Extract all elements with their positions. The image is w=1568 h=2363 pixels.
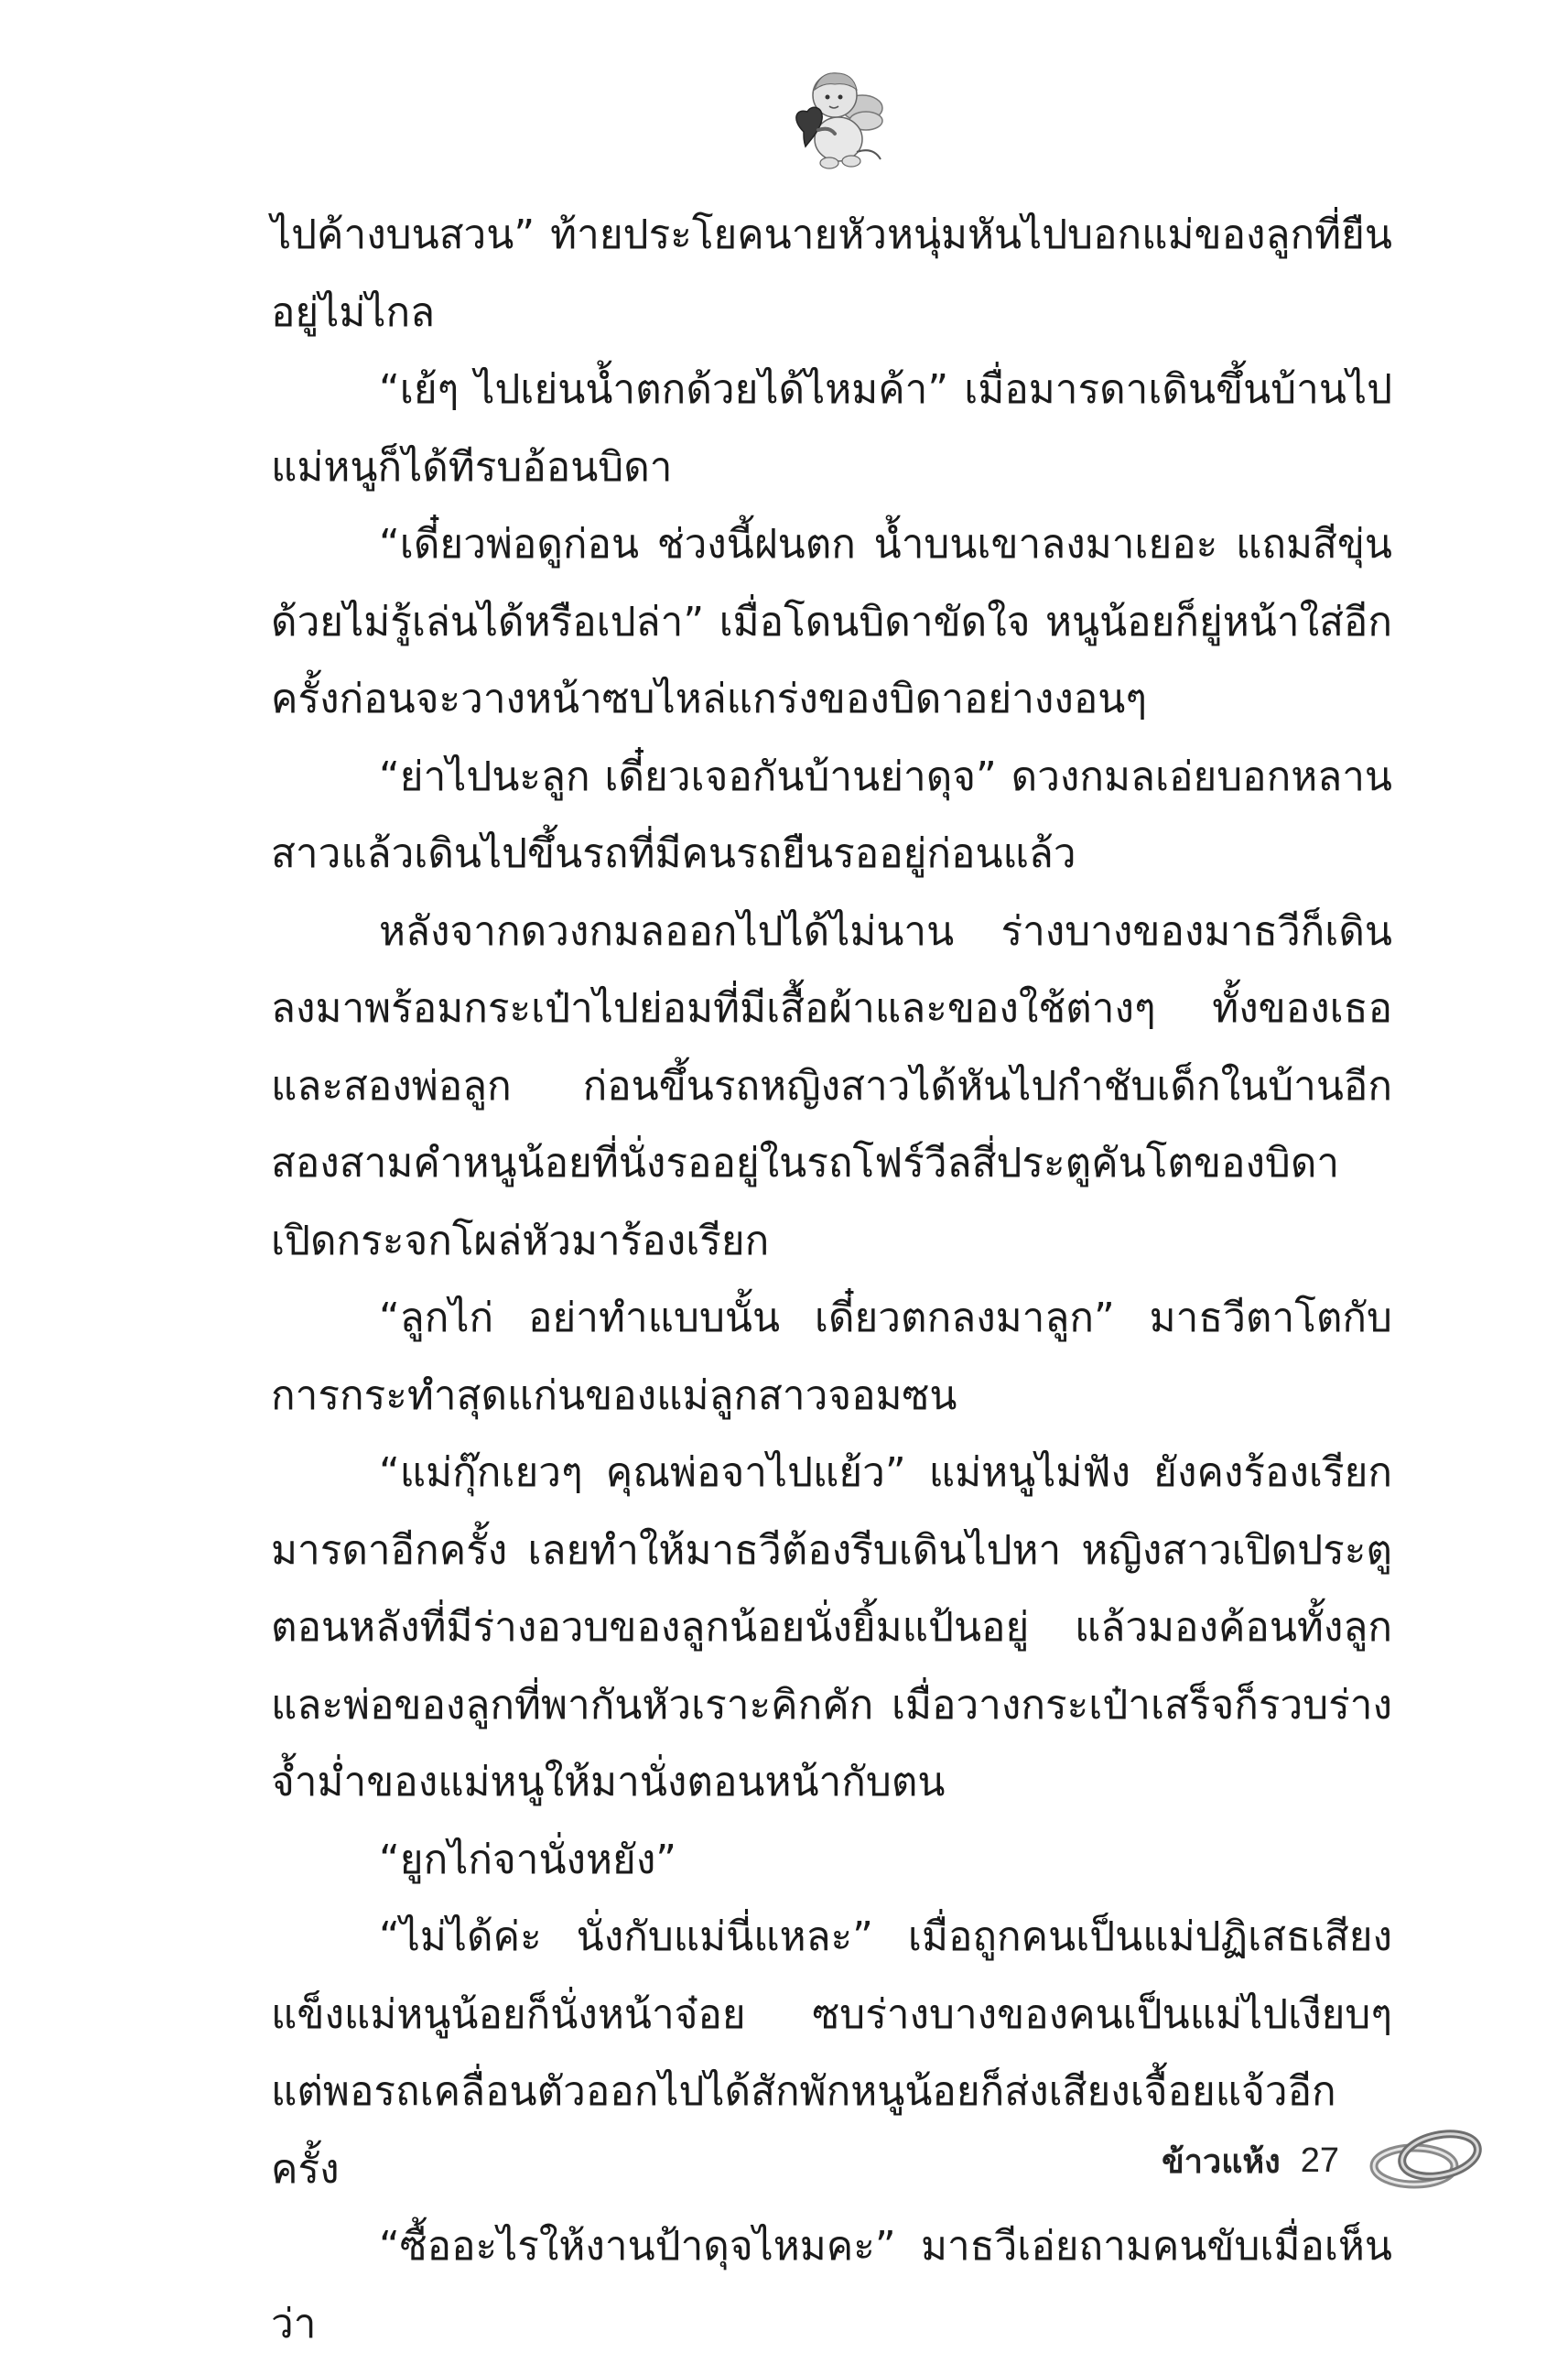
cupid-with-heart-icon: [778, 64, 888, 174]
paragraph: “ลูกไก่ อย่าทำแบบนั้น เดี๋ยวตกลงมาลูก” มาธวีตาโตกับการกระทำสุดแก่นของแม่ลูกสาวจอมซน: [271, 1295, 1392, 1419]
page-number: 27: [1300, 2141, 1339, 2180]
paragraph: หลังจากดวงกมลออกไปได้ไม่นาน ร่างบางของมาธวีก็เดินลงมาพร้อมกระเป๋าไปย่อมที่มีเสื้อผ้าและของใช้ต่างๆ ทั้งของเธอและสองพ่อลูก ก่อนขึ้นรถหญิงสาวได้หันไปกำชับเด็กในบ้านอีกสองสามคำหนูน้อยที่นั่งรออยู่ในรถโฟร์วีลสี่ประตูคันโตของบิดาเปิดกระจกโผล่หัวมาร้องเรียก: [271, 907, 1392, 1264]
paragraph: “ยูกไก่จานั่งหยัง”: [379, 1836, 677, 1883]
paragraph: “เย้ๆ ไปเย่นน้ำตกด้วยได้ไหมค้า” เมื่อมารดาเดินขึ้นบ้านไปแม่หนูก็ได้ทีรบอ้อนบิดา: [271, 366, 1392, 491]
paragraph: ไปค้างบนสวน” ท้ายประโยคนายหัวหนุ่มหันไปบอกแม่ของลูกที่ยืนอยู่ไม่ไกล: [271, 211, 1392, 336]
book-title: ข้าวแห้ง: [1162, 2142, 1281, 2181]
wedding-rings-icon: [1367, 2124, 1486, 2197]
page-footer: [1162, 2124, 1486, 2197]
paragraph: “แม่กุ๊กเยวๆ คุณพ่อจาไปแย้ว” แม่หนูไม่ฟัง ยังคงร้องเรียกมารดาอีกครั้ง เลยทำให้มาธวีต้องรีบเดินไปหา หญิงสาวเปิดประตูตอนหลังที่มีร่างอวบของลูกน้อยนั่งยิ้มแป้นอยู่ แล้วมองค้อนทั้งลูกและพ่อของลูกที่พากันหัวเราะคิกคัก เมื่อวางกระเป๋าเสร็จก็รวบร่างจ้ำม่ำของแม่หนูให้มานั่งตอนหน้ากับตน: [271, 1449, 1392, 1805]
paragraph: “เดี๋ยวพ่อดูก่อน ช่วงนี้ฝนตก น้ำบนเขาลงมาเยอะ แถมสีขุ่นด้วยไม่รู้เล่นได้หรือเปล่า” เมื่อโดนบิดาขัดใจ หนูน้อยก็ยู่หน้าใส่อีกครั้งก่อนจะวางหน้าซบไหล่แกร่งของบิดาอย่างงอนๆ: [271, 521, 1392, 722]
paragraph: “ซื้ออะไรให้งานป้าดุจไหมคะ” มาธวีเอ่ยถามคนขับเมื่อเห็นว่า: [271, 2223, 1392, 2347]
paragraph: “ย่าไปนะลูก เดี๋ยวเจอกันบ้านย่าดุจ” ดวงกมลเอ่ยบอกหลานสาวแล้วเดินไปขึ้นรถที่มีคนรถยืนรออยู่ก่อนแล้ว: [271, 753, 1392, 877]
body-text: [271, 197, 1405, 2363]
paragraph: “ไม่ได้ค่ะ นั่งกับแม่นี่แหละ” เมื่อถูกคนเป็นแม่ปฏิเสธเสียงแข็งแม่หนูน้อยก็นั่งหน้าจ๋อย ซบร่างบางของคนเป็นแม่ไปเงียบๆ แต่พอรถเคลื่อนตัวออกไปได้สักพักหนูน้อยก็ส่งเสียงเจื้อยแจ้วอีกครั้ง: [271, 1913, 1405, 2193]
